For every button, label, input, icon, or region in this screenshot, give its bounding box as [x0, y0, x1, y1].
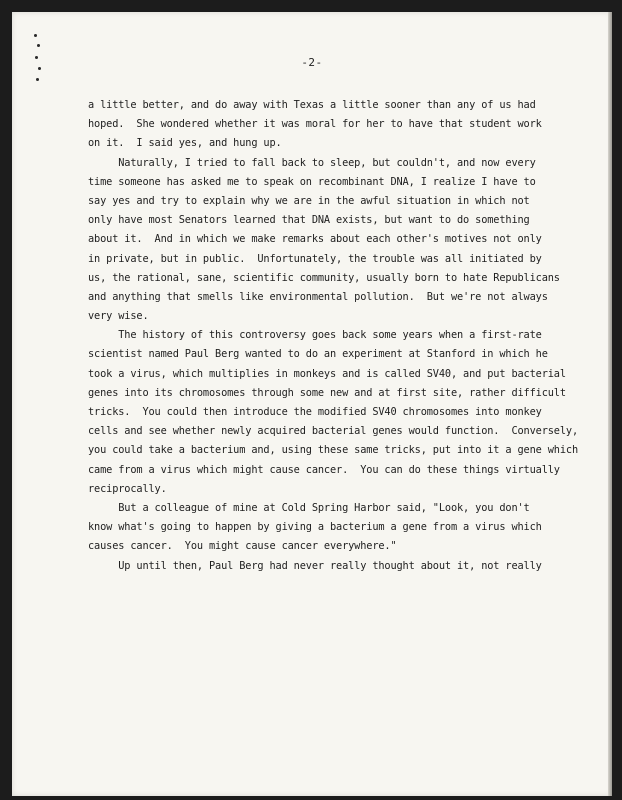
text-line: on it. I said yes, and hung up. [88, 137, 282, 150]
text-line: in private, but in public. Unfortunately, the trouble was all initiated by [88, 252, 542, 265]
page-edge [608, 12, 612, 796]
text-line: say yes and try to explain why we are in the awful situation in which not [88, 194, 530, 207]
text-line: know what's going to happen by giving a bacterium a gene from a virus which [88, 521, 542, 534]
text-line: Up until then, Paul Berg had never really thought about it, not really [88, 559, 542, 572]
text-line: came from a virus which might cause cancer. You can do these things virtually [88, 463, 560, 476]
document-page [12, 12, 612, 796]
binder-hole [37, 44, 40, 47]
page-number: -2- [301, 56, 323, 69]
text-line: took a virus, which multiplies in monkeys and is called SV40, and put bacterial [88, 367, 566, 380]
text-line: hoped. She wondered whether it was moral for her to have that student work [88, 118, 542, 131]
text-line: a little better, and do away with Texas a little sooner than any of us had [88, 99, 536, 111]
text-line: time someone has asked me to speak on recombinant DNA, I realize I have to [88, 175, 536, 188]
text-line: But a colleague of mine at Cold Spring Harbor said, "Look, you don't [88, 501, 530, 514]
text-line: only have most Senators learned that DNA exists, but want to do something [88, 214, 530, 227]
text-line: cells and see whether newly acquired bacterial genes would function. Conversely, [88, 425, 578, 438]
text-line: The history of this controversy goes back some years when a first-rate [88, 329, 542, 342]
text-line: genes into its chromosomes through some new and at first site, rather difficult [88, 386, 566, 399]
text-line: and anything that smells like environmental pollution. But we're not always [88, 290, 548, 303]
text-line: us, the rational, sane, scientific community, usually born to hate Republicans [88, 271, 560, 284]
text-line: tricks. You could then introduce the modified SV40 chromosomes into monkey [88, 406, 542, 418]
body-text [88, 96, 578, 576]
text-line: Naturally, I tried to fall back to sleep, but couldn't, and now every [88, 156, 536, 169]
text-line: very wise. [88, 310, 149, 323]
binder-hole [36, 78, 39, 81]
text-line: scientist named Paul Berg wanted to do an experiment at Stanford in which he [88, 348, 548, 361]
binder-hole [34, 34, 37, 37]
text-line: about it. And in which we make remarks about each other's motives not only [88, 233, 542, 246]
text-line: reciprocally. [88, 482, 167, 495]
text-line: you could take a bacterium and, using these same tricks, put into it a gene which [88, 444, 578, 457]
text-line: causes cancer. You might cause cancer everywhere." [88, 540, 397, 553]
